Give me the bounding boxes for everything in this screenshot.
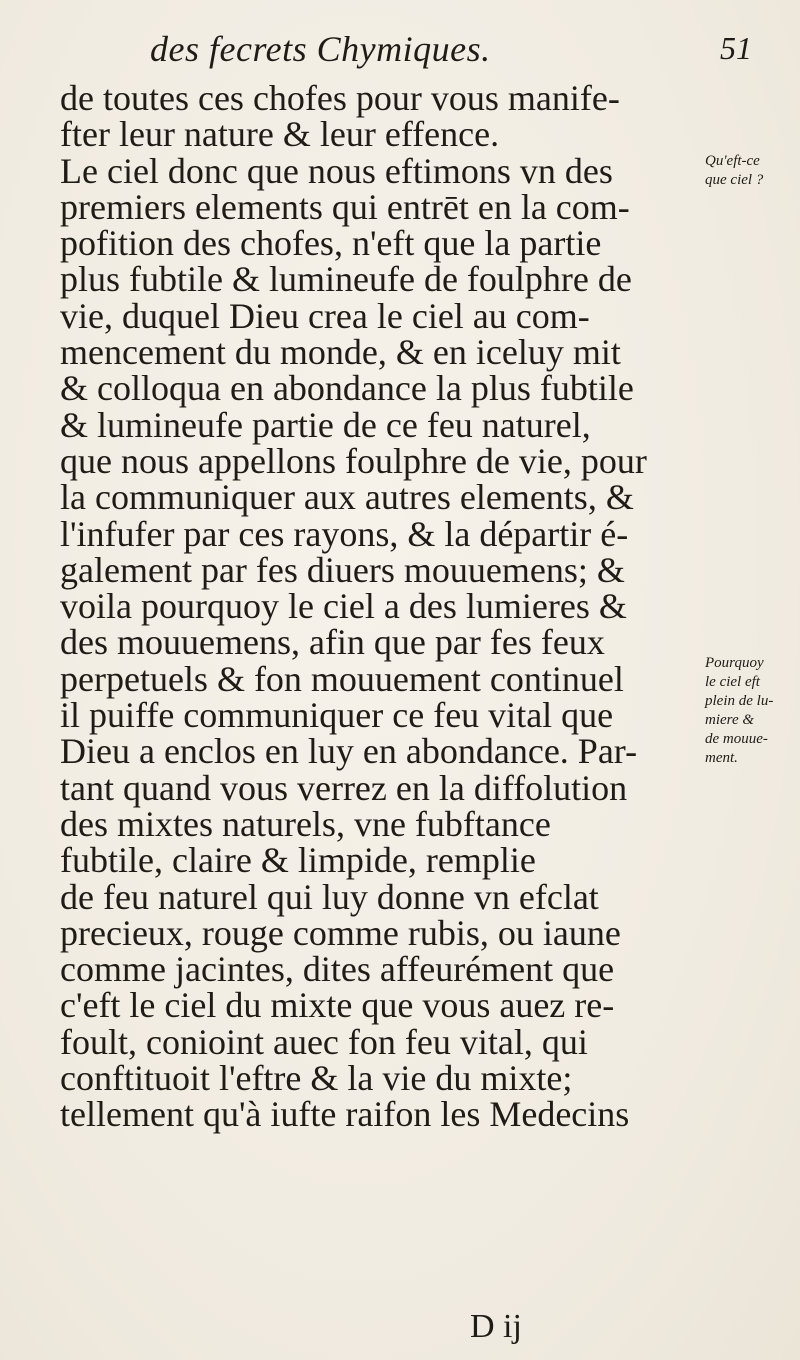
text-line: de toutes ces chofes pour vous manife- (60, 78, 620, 118)
text-line: pofition des chofes, n'eft que la partie (60, 223, 602, 264)
margin-note-line: le ciel eft (705, 674, 760, 690)
signature-mark: D ij (470, 1308, 522, 1345)
margin-note-line: de mouue- (705, 731, 768, 747)
text-line: fter leur nature & leur effence. (60, 114, 500, 155)
text-line: il puiffe communiquer ce feu vital que (60, 695, 614, 736)
page-number: 51 (720, 30, 752, 66)
text-line: galement par fes diuers mouuemens; & (60, 549, 625, 590)
margin-note-line: ment. (705, 750, 738, 766)
text-line: la communiquer aux autres elements, & (60, 477, 634, 518)
text-line: que nous appellons foulphre de vie, pour (60, 440, 647, 481)
text-line: & colloqua en abondance la plus fubtile (60, 368, 634, 409)
main-text (60, 80, 710, 1133)
text-line: fubtile, claire & limpide, remplie (60, 840, 536, 881)
running-title: des fecrets Chymiques. (150, 29, 491, 69)
text-line: voila pourquoy le ciel a des lumieres & (60, 586, 627, 627)
margin-note-line: Pourquoy (705, 655, 764, 671)
text-line: conftituoit l'eftre & la vie du mixte; (60, 1058, 573, 1099)
text-line: precieux, rouge comme rubis, ou iaune (60, 912, 621, 953)
text-line: Le ciel donc que nous eftimons vn des (60, 150, 613, 191)
text-line: plus fubtile & lumineufe de foulphre de (60, 259, 632, 300)
margin-note-line: que ciel ? (705, 172, 764, 188)
text-line: comme jacintes, dites affeurément que (60, 949, 615, 990)
text-line: de feu naturel qui luy donne vn efclat (60, 876, 599, 917)
text-line: Dieu a enclos en luy en abondance. Par- (60, 731, 638, 772)
margin-note-line: Qu'eft-ce (705, 153, 760, 169)
margin-note-line: plein de lu- (705, 693, 774, 709)
margin-note-line: miere & (705, 712, 755, 728)
text-line: tellement qu'à iufte raifon les Medecins (60, 1094, 630, 1135)
text-line: perpetuels & fon mouuement continuel (60, 658, 624, 699)
text-line: tant quand vous verrez en la diffolution (60, 767, 628, 808)
running-header (0, 28, 800, 78)
margin-note-why-sky-full-of-light (705, 654, 800, 768)
text-line: & lumineufe partie de ce feu naturel, (60, 404, 591, 445)
margin-note-what-is-sky (705, 152, 800, 190)
text-line: foult, conioint auec fon feu vital, qui (60, 1021, 588, 1062)
text-line: des mixtes naturels, vne fubftance (60, 803, 551, 844)
text-line: vie, duquel Dieu crea le ciel au com- (60, 295, 590, 336)
text-line: premiers elements qui entrēt en la com- (60, 186, 630, 227)
text-line: l'infufer par ces rayons, & la départir é- (60, 513, 629, 554)
text-line: des mouuemens, afin que par fes feux (60, 622, 605, 663)
text-line: c'eft le ciel du mixte que vous auez re- (60, 985, 615, 1026)
text-line: mencement du monde, & en iceluy mit (60, 332, 621, 373)
